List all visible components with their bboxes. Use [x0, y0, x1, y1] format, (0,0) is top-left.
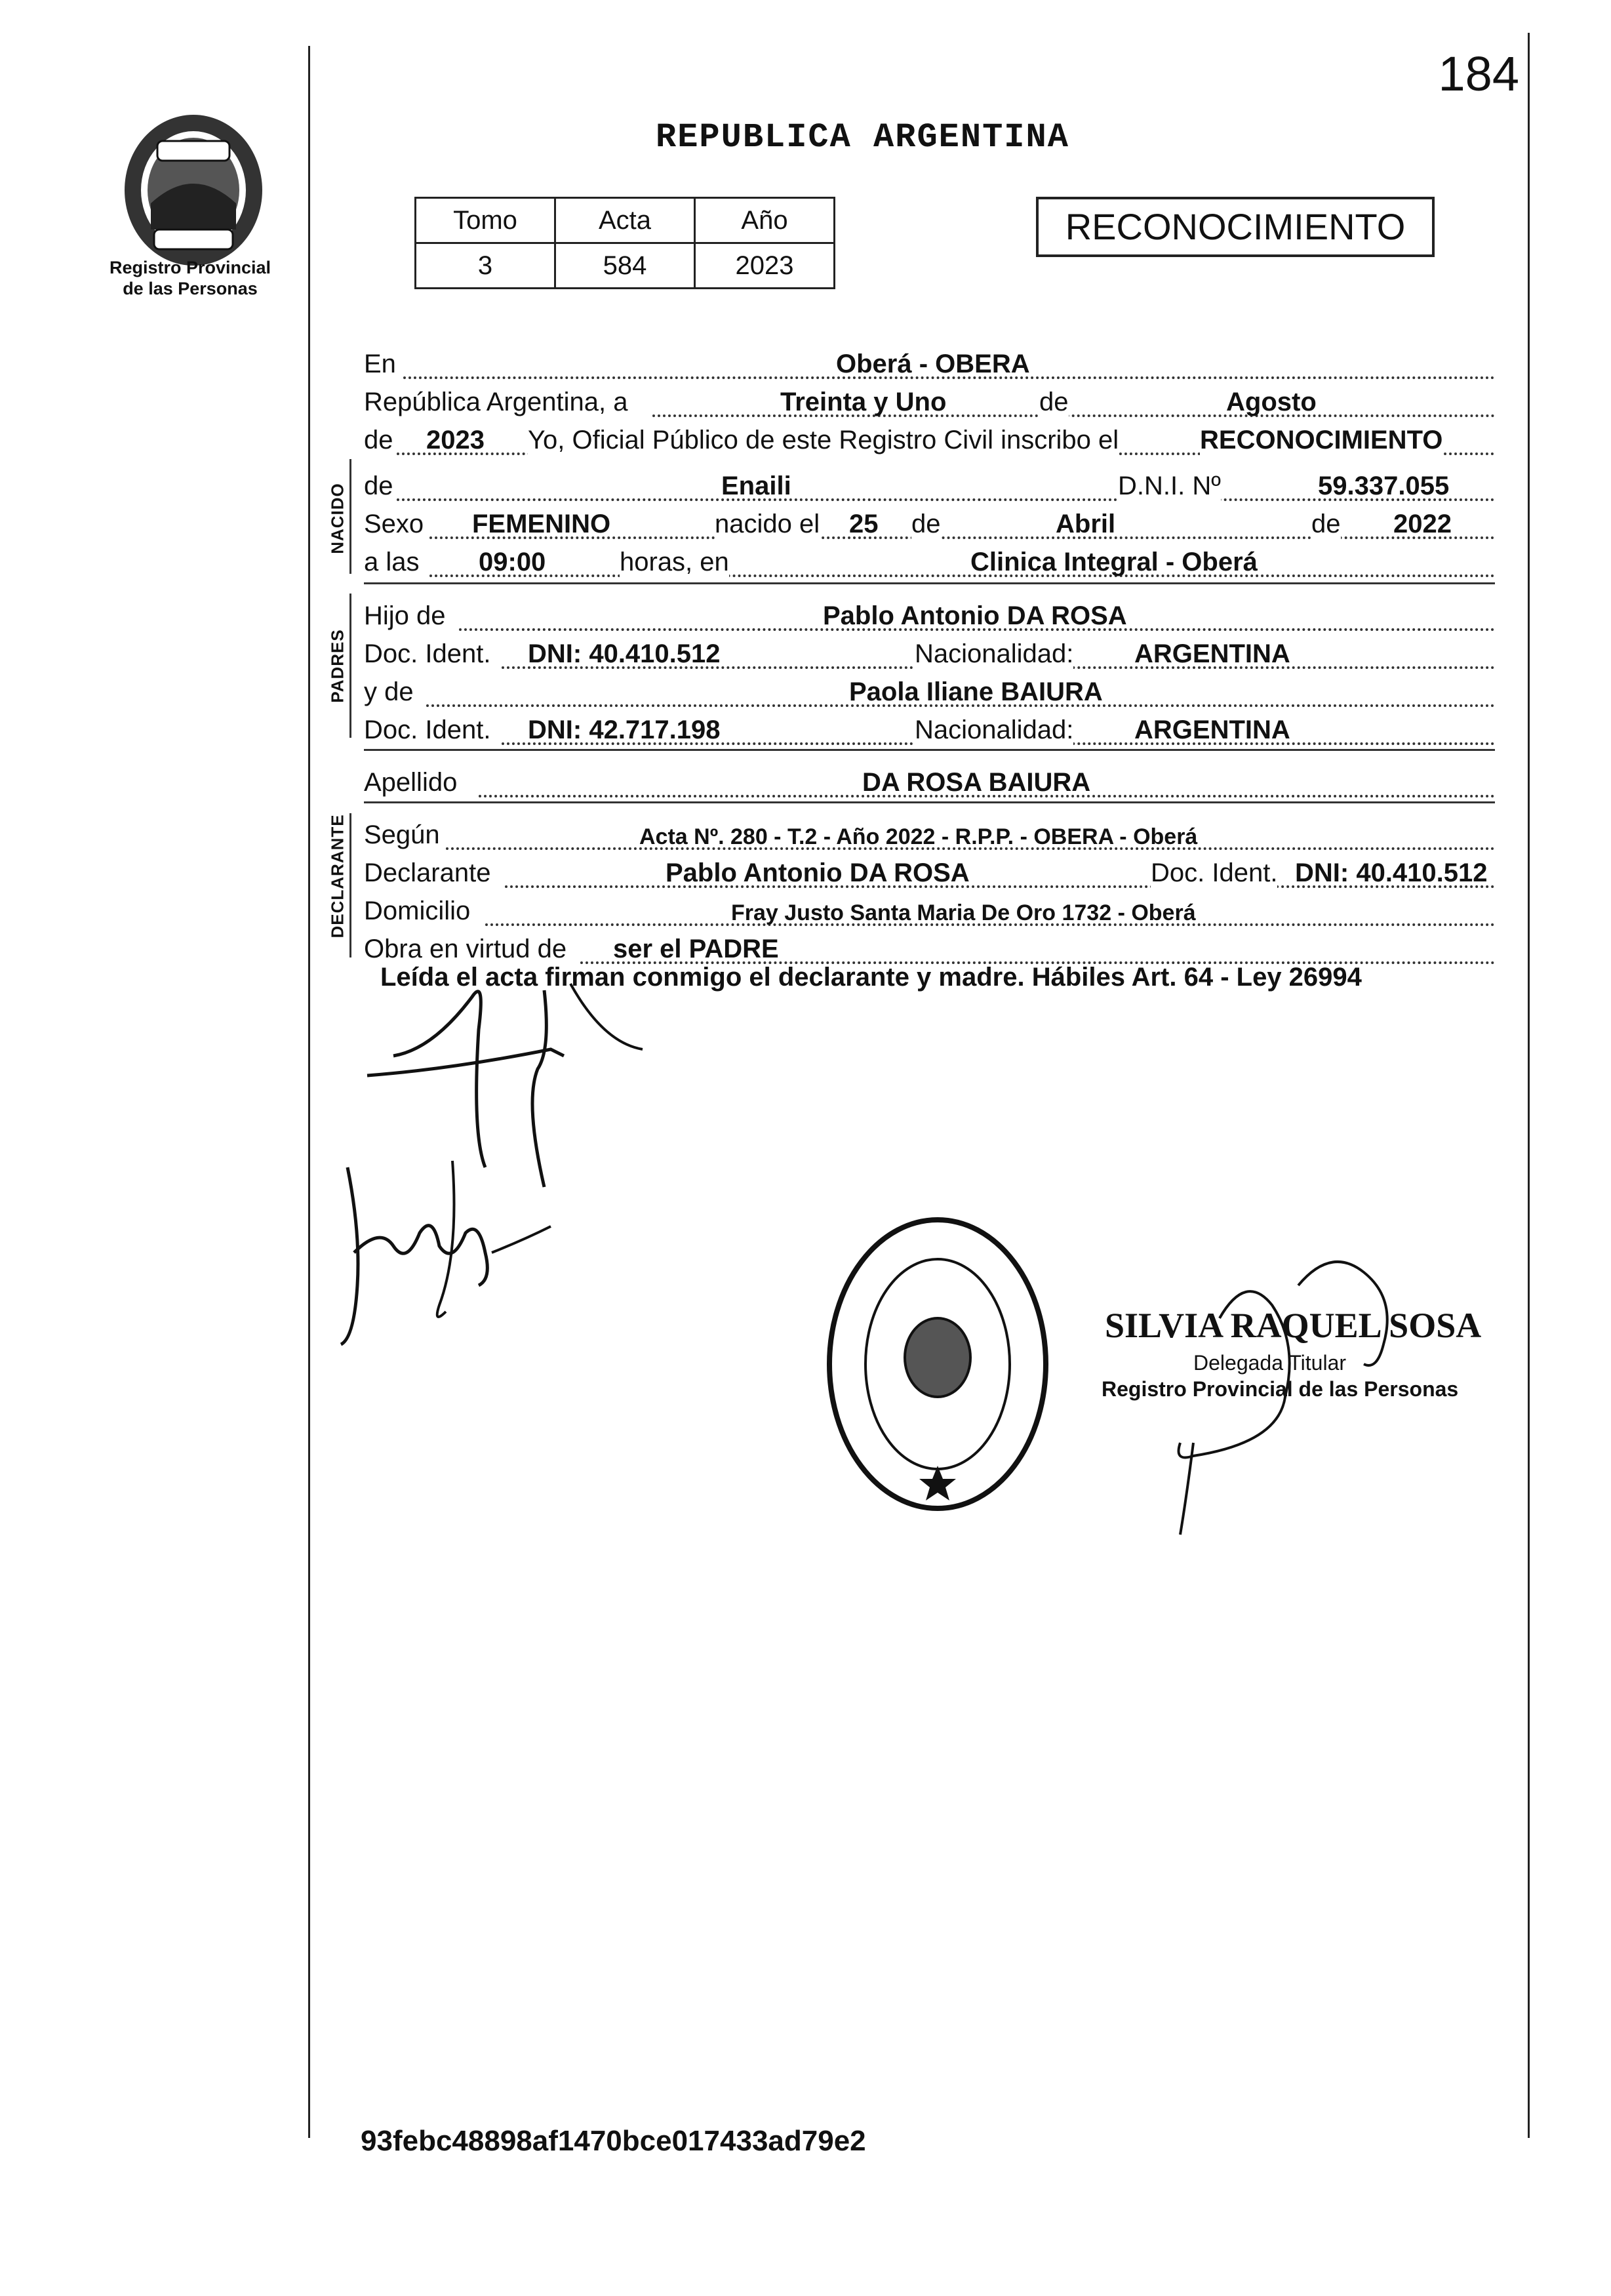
father-nat: ARGENTINA	[1134, 639, 1290, 668]
domicilio-value: Fray Justo Santa Maria De Oro 1732 - Oberá	[731, 900, 1196, 925]
nacido-label: nacido el	[715, 510, 820, 538]
obra-value: ser el PADRE	[613, 935, 779, 963]
name-value: Enaili	[721, 472, 791, 500]
birth-day: 25	[849, 510, 879, 538]
row-name	[364, 463, 1495, 504]
mother-nat: ARGENTINA	[1134, 715, 1290, 744]
father-name: Pablo Antonio DA ROSA	[823, 601, 1127, 630]
country-title: REPUBLICA ARGENTINA	[656, 118, 1069, 157]
apellido-label: Apellido	[364, 768, 458, 797]
hijo-label: Hijo de	[364, 601, 446, 630]
declarante-label: Declarante	[364, 858, 491, 887]
mother-name: Paola Iliane BAIURA	[849, 677, 1103, 706]
doc1-label: Doc. Ident.	[364, 639, 491, 668]
row-date	[364, 379, 1495, 420]
dni-label: D.N.I. Nº	[1118, 472, 1221, 500]
nac1-label: Nacionalidad:	[915, 639, 1074, 668]
anio-value: 2023	[695, 243, 835, 289]
dni-value: 59.337.055	[1318, 472, 1450, 500]
signer-name: SILVIA RAQUEL SOSA	[1105, 1306, 1482, 1345]
row-year	[364, 417, 1495, 458]
rep-label: República Argentina, a	[364, 388, 628, 416]
row-obra	[364, 926, 1495, 967]
birth-place: Clinica Integral - Oberá	[970, 548, 1258, 576]
tomo-value: 3	[416, 243, 555, 289]
inscribe-value: RECONOCIMIENTO	[1200, 426, 1443, 454]
row-en	[364, 341, 1495, 382]
father-doc: DNI: 40.410.512	[528, 639, 721, 668]
birth-time: 09:00	[479, 548, 546, 576]
declarante-tag: DECLARANTE	[327, 814, 348, 938]
divider-3	[364, 801, 1495, 803]
row-segun	[364, 812, 1495, 853]
mother-signature	[328, 1154, 564, 1358]
segun-label: Según	[364, 820, 440, 849]
padres-tag: PADRES	[327, 629, 348, 703]
logo-caption-line1: Registro Provincial	[109, 258, 271, 277]
row-declarante	[364, 850, 1495, 891]
officer-signature	[1167, 1246, 1442, 1561]
month-value: Agosto	[1226, 388, 1317, 416]
right-margin-line	[1528, 33, 1530, 2138]
en-value: Oberá - OBERA	[836, 350, 1030, 378]
row-sexo	[364, 501, 1495, 542]
signer-org: Registro Provincial de las Personas	[1102, 1377, 1459, 1401]
declarante-value: Pablo Antonio DA ROSA	[666, 858, 970, 887]
segun-value: Acta Nº. 280 - T.2 - Año 2022 - R.P.P. - OBERA - Oberá	[639, 824, 1198, 849]
alas-label: a las	[364, 548, 420, 576]
nacido-tag: NACIDO	[327, 483, 348, 554]
left-margin-line	[308, 46, 310, 2138]
acta-label: Acta	[555, 198, 695, 243]
row-apellido	[364, 759, 1495, 800]
sexo-label: Sexo	[364, 510, 424, 538]
act-type-box: RECONOCIMIENTO	[1036, 197, 1435, 257]
divider-2	[364, 749, 1495, 751]
row-mother	[364, 669, 1495, 710]
province-logo	[111, 105, 275, 269]
apellido-value: DA ROSA BAIURA	[862, 768, 1091, 797]
declarante-bracket	[349, 813, 351, 957]
row-father-doc	[364, 631, 1495, 672]
de3-label: de	[364, 472, 393, 500]
divider-1	[364, 582, 1495, 584]
row-domicilio	[364, 888, 1495, 929]
birth-year: 2022	[1393, 510, 1452, 538]
obra-label: Obra en virtud de	[364, 935, 567, 963]
day-value: Treinta y Uno	[780, 388, 947, 416]
en-label: En	[364, 350, 396, 378]
official-seal	[820, 1207, 1056, 1521]
year-value: 2023	[426, 426, 485, 454]
nac2-label: Nacionalidad:	[915, 715, 1074, 744]
yo-text: Yo, Oficial Público de este Registro Civil inscribo el	[528, 426, 1119, 454]
domicilio-label: Domicilio	[364, 896, 471, 925]
de2-label: de	[364, 426, 393, 454]
anio-label: Año	[695, 198, 835, 243]
document-hash: 93febc48898af1470bce017433ad79e2	[361, 2125, 866, 2157]
closing-text: Leída el acta firman conmigo el declarante y madre. Hábiles Art. 64 - Ley 26994	[380, 963, 1362, 992]
doc3-label: Doc. Ident.	[1151, 858, 1278, 887]
registry-table	[414, 197, 835, 289]
padres-bracket	[349, 594, 351, 738]
de-label: de	[1039, 388, 1069, 416]
tomo-label: Tomo	[416, 198, 555, 243]
yde-label: y de	[364, 677, 414, 706]
de4-label: de	[911, 510, 941, 538]
logo-caption-line2: de las Personas	[123, 279, 258, 298]
horas-label: horas, en	[620, 548, 729, 576]
mother-doc: DNI: 42.717.198	[528, 715, 721, 744]
declarante-doc: DNI: 40.410.512	[1295, 858, 1488, 887]
row-time	[364, 539, 1495, 580]
acta-value: 584	[555, 243, 695, 289]
row-father	[364, 593, 1495, 634]
nacido-bracket	[349, 459, 351, 574]
signer-role: Delegada Titular	[1193, 1351, 1347, 1375]
de5-label: de	[1311, 510, 1341, 538]
sexo-value: FEMENINO	[472, 510, 611, 538]
birth-month: Abril	[1056, 510, 1116, 538]
row-mother-doc	[364, 707, 1495, 748]
doc2-label: Doc. Ident.	[364, 715, 491, 744]
page-number: 184	[1438, 47, 1519, 101]
